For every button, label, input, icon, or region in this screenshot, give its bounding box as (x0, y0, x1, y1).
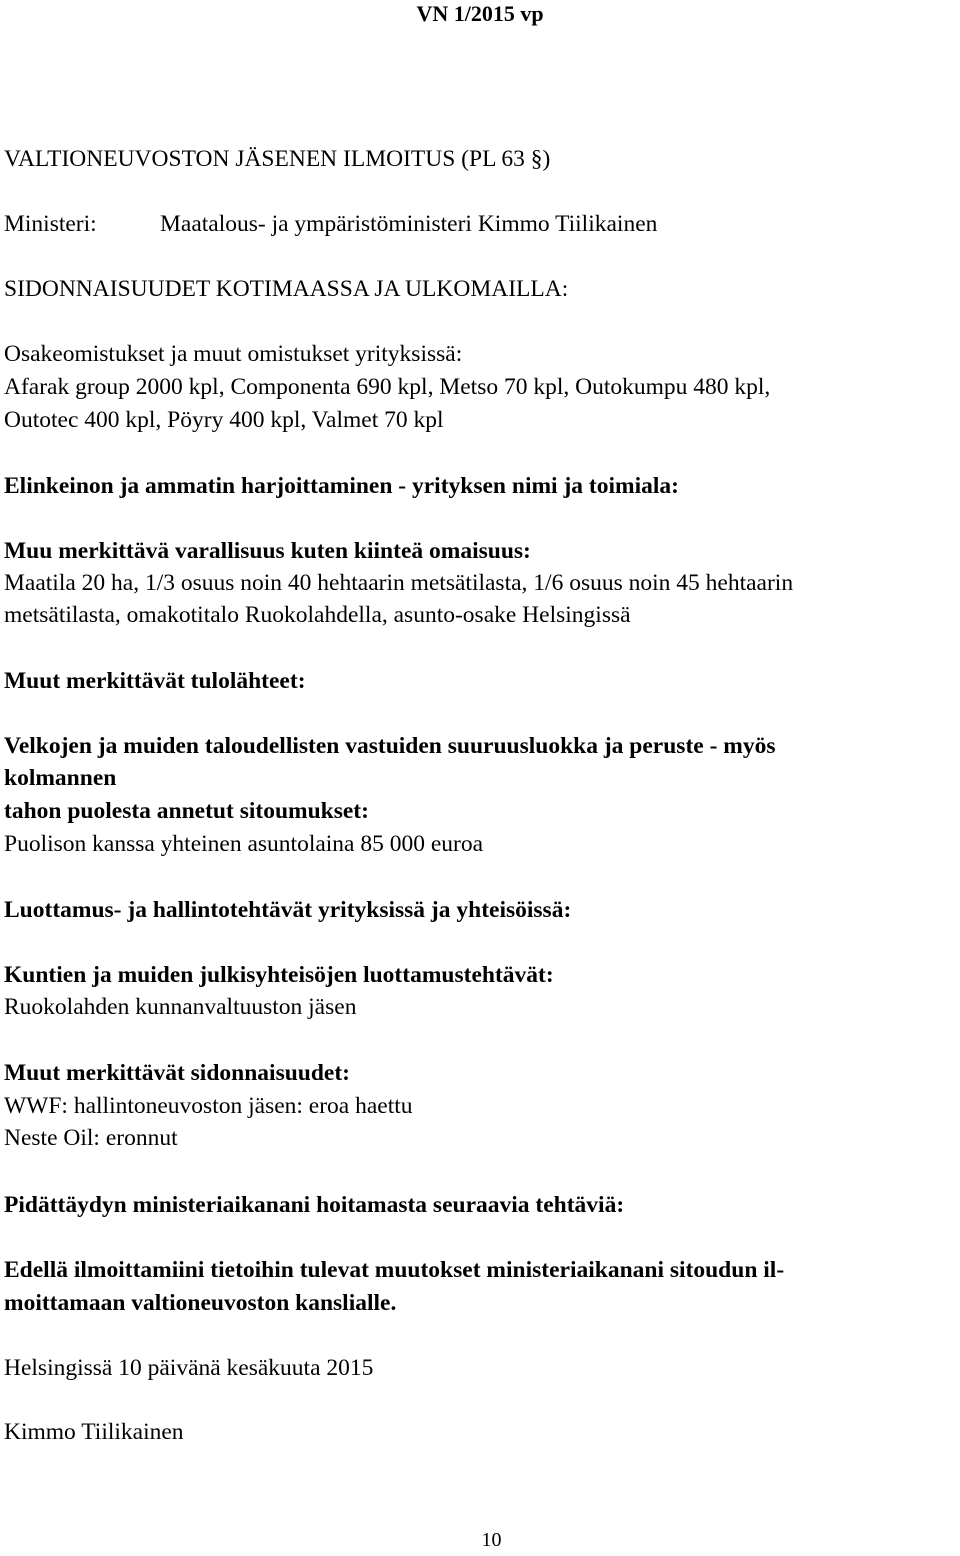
debts-heading-line: Velkojen ja muiden taloudellisten vastuiden suuruusluokka ja peruste - myös (4, 733, 776, 759)
assets-line: Maatila 20 ha, 1/3 osuus noin 40 hehtaarin metsätilasta, 1/6 osuus noin 45 hehtaarin (4, 570, 794, 596)
municipal-value: Ruokolahden kunnanvaltuuston jäsen (4, 994, 357, 1020)
shareholdings-heading: Osakeomistukset ja muut omistukset yrityksissä: (4, 341, 463, 367)
business-heading: Elinkeinon ja ammatin harjoittaminen - yrityksen nimi ja toimiala: (4, 473, 679, 499)
signature-place-date: Helsingissä 10 päivänä kesäkuuta 2015 (4, 1355, 374, 1381)
trust-positions-heading: Luottamus- ja hallintotehtävät yrityksissä ja yhteisöissä: (4, 897, 572, 923)
section-heading: SIDONNAISUUDET KOTIMAASSA JA ULKOMAILLA: (4, 276, 569, 302)
page-title: VALTIONEUVOSTON JÄSENEN ILMOITUS (PL 63 §) (4, 146, 551, 172)
minister-row (4, 208, 657, 240)
other-ties-line: Neste Oil: eronnut (4, 1125, 178, 1151)
shareholdings-line: Outotec 400 kpl, Pöyry 400 kpl, Valmet 70 kpl (4, 407, 444, 433)
other-ties-heading: Muut merkittävät sidonnaisuudet: (4, 1060, 351, 1086)
notice-line: Edellä ilmoittamiini tietoihin tulevat muutokset ministeriaikanani sitoudun il- (4, 1257, 785, 1283)
debts-value: Puolison kanssa yhteinen asuntolaina 85 000 euroa (4, 831, 484, 857)
assets-heading: Muu merkittävä varallisuus kuten kiinteä omaisuus: (4, 538, 531, 564)
income-heading: Muut merkittävät tulolähteet: (4, 668, 306, 694)
signature-name: Kimmo Tiilikainen (4, 1419, 184, 1445)
shareholdings-line: Afarak group 2000 kpl, Componenta 690 kpl, Metso 70 kpl, Outokumpu 480 kpl, (4, 374, 771, 400)
notice-line: moittamaan valtioneuvoston kanslialle. (4, 1290, 397, 1316)
assets-line: metsätilasta, omakotitalo Ruokolahdella, asunto-osake Helsingissä (4, 602, 631, 628)
debts-heading-line: kolmannen (4, 765, 117, 791)
abstain-heading: Pidättäydyn ministeriaikanani hoitamasta seuraavia tehtäviä: (4, 1192, 625, 1218)
document-code: VN 1/2015 vp (416, 1, 544, 26)
minister-value: Maatalous- ja ympäristöministeri Kimmo Tiilikainen (160, 211, 658, 237)
municipal-heading: Kuntien ja muiden julkisyhteisöjen luottamustehtävät: (4, 962, 554, 988)
debts-heading-line: tahon puolesta annetut sitoumukset: (4, 798, 369, 824)
minister-label: Ministeri: (4, 211, 97, 237)
page-number: 10 (481, 1529, 502, 1551)
other-ties-line: WWF: hallintoneuvoston jäsen: eroa haettu (4, 1093, 413, 1119)
